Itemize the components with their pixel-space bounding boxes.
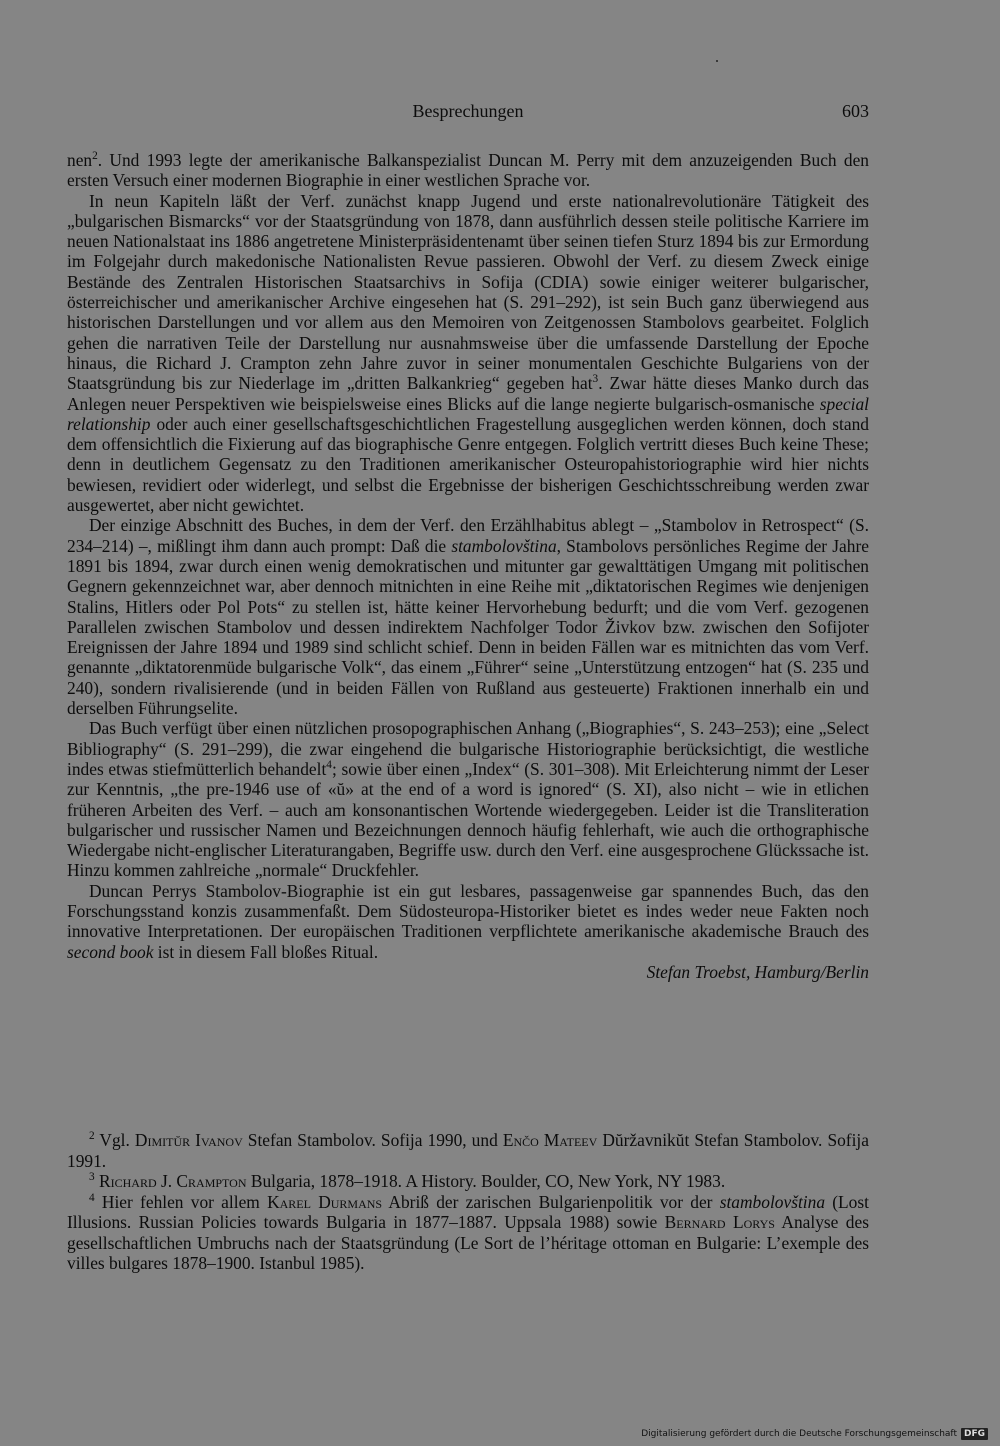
text-run: . Und 1993 legte der amerikanische Balkanspezialist Duncan M. Perry mit dem anzuzeigenden Buch den ersten Versuch einer modernen Biographie in einer westlichen Sprache vor. xyxy=(67,150,869,191)
footnote-marker: 4 xyxy=(89,1191,95,1204)
text-run: Stefan Stambolov. Sofija 1990, und xyxy=(242,1130,503,1150)
text-run: Analyse des gesellschaftlichen Umbruchs nach der Staatsgründung (Le Sort de l’héritage ottoman en Bulgarie: L’exemple des villes bulgares 1878–1900. Istanbul 1985). xyxy=(67,1212,869,1273)
funding-text: Digitalisierung gefördert durch die Deutsche Forschungsgemeinschaft xyxy=(641,1429,957,1439)
paragraph-5 xyxy=(67,881,869,962)
footnote-marker: 3 xyxy=(592,373,599,386)
footnote-3 xyxy=(67,1171,869,1192)
text-run: ist in diesem Fall bloßes Ritual. xyxy=(153,941,379,962)
review-body xyxy=(67,150,869,982)
italic-text: stambolovština xyxy=(451,535,557,556)
text-run: . Zwar hätte dieses Manko durch das Anlegen neuer Perspektiven wie beispielsweise eines Blicks auf die lange negierte bulgarisch-osmanische xyxy=(67,373,869,414)
text-run: Der einzige Abschnitt des Buches, in dem der Verf. den Erzählhabitus ablegt – „Stambolov in Retrospect“ (S. 234–214) –, mißlingt ihm dann auch prompt: Daß die xyxy=(67,515,869,556)
footnote-2 xyxy=(67,1130,869,1171)
footnote-marker: 2 xyxy=(92,150,98,163)
text-run: In neun Kapiteln läßt der Verf. zunächst knapp Jugend und erste nationalrevolutionäre Tätigkeit des „bulgarischen Bismarcks“ vor der Staatsgründung von 1878, dann ausführlich dessen steile politische Karriere im neuen Nationalstaat ins 1886 angetretene Ministerpräsidentenamt über seinen tiefen Sturz 1894 bis zur Ermordung im Folgejahr durch makedonische Nationalisten Revue passieren. Obwohl der Verf. zu diesem Zweck einige Bestände des Zentralen Historischen Staatsarchivs in Sofija (CDIA) sowie einiger weiterer bulgarischer, österreichischer und amerikanischer Archive eingesehen hat (S. 291–292), ist sein Buch ganz überwiegend aus historischen Darstellungen und vor allem aus den Memoiren von Zeitgenossen Stambolovs gearbeitet. Folglich gehen die narrativen Teile der Darstellung nur ausnahmsweise über die umfassende Darstellung der Epoche hinaus, die Richard J. Crampton zehn Jahre zuvor in seiner monumentalen Geschichte Bulgariens von der Staatsgründung bis zur Niederlage im „dritten Balkankrieg“ gegeben hat xyxy=(67,190,869,394)
italic-text: special relationship xyxy=(67,393,869,434)
dfg-funding-banner xyxy=(641,1428,988,1440)
text-run: Bulgaria, 1878–1918. A History. Boulder, CO, New York, NY 1983. xyxy=(246,1171,726,1191)
footnote-marker: 3 xyxy=(89,1171,95,1184)
text-run: (Lost Illusions. Russian Policies towards Bulgaria in 1877–1887. Uppsala 1988) sowie xyxy=(67,1191,869,1232)
running-title: Besprechungen xyxy=(412,101,524,121)
footnote-marker: 4 xyxy=(326,759,332,772)
scan-speck xyxy=(716,60,718,62)
text-run: Vgl. xyxy=(94,1130,135,1150)
author-name: Enčo Mateev xyxy=(502,1130,598,1150)
footnote-marker: 2 xyxy=(89,1130,95,1143)
text-run: nen xyxy=(67,150,93,170)
text-run: Dŭržavnikŭt Stefan Stambolov. Sofija 1991. xyxy=(67,1130,869,1171)
paragraph-1 xyxy=(67,150,869,191)
page-header xyxy=(67,101,869,127)
page-number: 603 xyxy=(842,101,869,121)
text-run: ; sowie über einen „Index“ (S. 301–308). Mit Erleichterung nimmt der Leser zur Kenntnis, „the pre-1946 use of «ŭ» at the end of a word is ignored“ (S. XI), also nicht – wie in etlichen früheren Arbeiten des Verf. – auch am konsonantischen Wortende wiedergegeben. Leider ist die Transliteration bulgarischer und russischer Namen und Bezeichnungen dennoch häufig fehlerhaft, wie auch die orthographische Wiedergabe nicht-englischer Literaturangaben, Begriffe usw. durch den Verf. eine ausgesprochene Glückssache ist. Hinzu kommen zahlreiche „normale“ Druckfehler. xyxy=(67,758,869,881)
italic-text: second book xyxy=(67,941,154,962)
dfg-logo-icon: DFG xyxy=(961,1428,988,1440)
paragraph-3 xyxy=(67,515,869,718)
text-run: Duncan Perrys Stambolov-Biographie ist ein gut lesbares, passagenweise gar spannendes Buch, das den Forschungsstand konzis zusammenfaßt. Dem Südosteuropa-Historiker bietet es indes weder neue Fakten noch innovative Interpretationen. Der europäischen Traditionen verpflichtete amerikanische akademische Brauch des xyxy=(67,880,869,942)
footnotes xyxy=(67,1130,869,1274)
author-name: Bernard Lorys xyxy=(664,1212,775,1232)
footnote-4 xyxy=(67,1192,869,1274)
text-run: Abriß der zarischen Bulgarienpolitik vor der xyxy=(382,1191,720,1212)
author-name: Karel Durmans xyxy=(267,1191,383,1212)
text-run: , Stambolovs persönliches Regime der Jahre 1891 bis 1894, zwar durch einen wenig demokratischen und mitunter gar gewalttätigen Umgang mit politischen Gegnern gekennzeichnet war, aber dennoch mitnichten in eine Reihe mit „diktatorischen Regimes wie denjenigen Stalins, Hitlers oder Pol Pots“ zu stellen ist, hätte keiner Hervorhebung bedurft; und die vom Verf. gezogenen Parallelen zwischen Stambolov und dessen indirektem Nachfolger Todor Živkov bzw. zwischen den Sofijoter Ereignissen der Jahre 1894 und 1989 sind schlicht schief. Denn in beiden Fällen war es mitnichten das vom Verf. genannte „diktatorenmüde bulgarische Volk“, das einem „Führer“ seine „Unterstützung entzogen“ hat (S. 235 und 240), sondern rivalisierende (und in beiden Fällen von Rußland aus gesteuerte) Fraktionen innerhalb ein und derselben Führungselite. xyxy=(67,535,869,719)
text-run: Das Buch verfügt über einen nützlichen prosopographischen Anhang („Biographies“, S. 243–253); eine „Select Bibliography“ (S. 291–299), die zwar eingehend die bulgarische Historiographie berücksichtigt, die westliche indes etwas stiefmütterlich behandelt xyxy=(67,718,869,779)
paragraph-4 xyxy=(67,718,869,880)
italic-text: stambolovština xyxy=(719,1191,826,1212)
text-run: Hier fehlen vor allem xyxy=(94,1191,268,1212)
author-signature: Stefan Troebst, Hamburg/Berlin xyxy=(646,961,869,982)
paragraph-2 xyxy=(67,191,869,516)
author-name: Dimitŭr Ivanov xyxy=(134,1130,243,1150)
author-name: Richard J. Crampton xyxy=(99,1171,247,1191)
text-run: oder auch einer gesellschaftsgeschichtlichen Fragestellung ausgeglichen werden können, doch stand dem offensichtlich die Fixierung auf das biographische Genre entgegen. Folglich vertritt dieses Buch keine These; denn in deutlichem Gegensatz zu den Traditionen amerikanischer Osteuropahistoriographie wird hier nichts bewiesen, revidiert oder widerlegt, und selbst die Ergebnisse der bisherigen Geschichtsschreibung werden zwar ausgewertet, aber nicht gewichtet. xyxy=(67,413,869,516)
